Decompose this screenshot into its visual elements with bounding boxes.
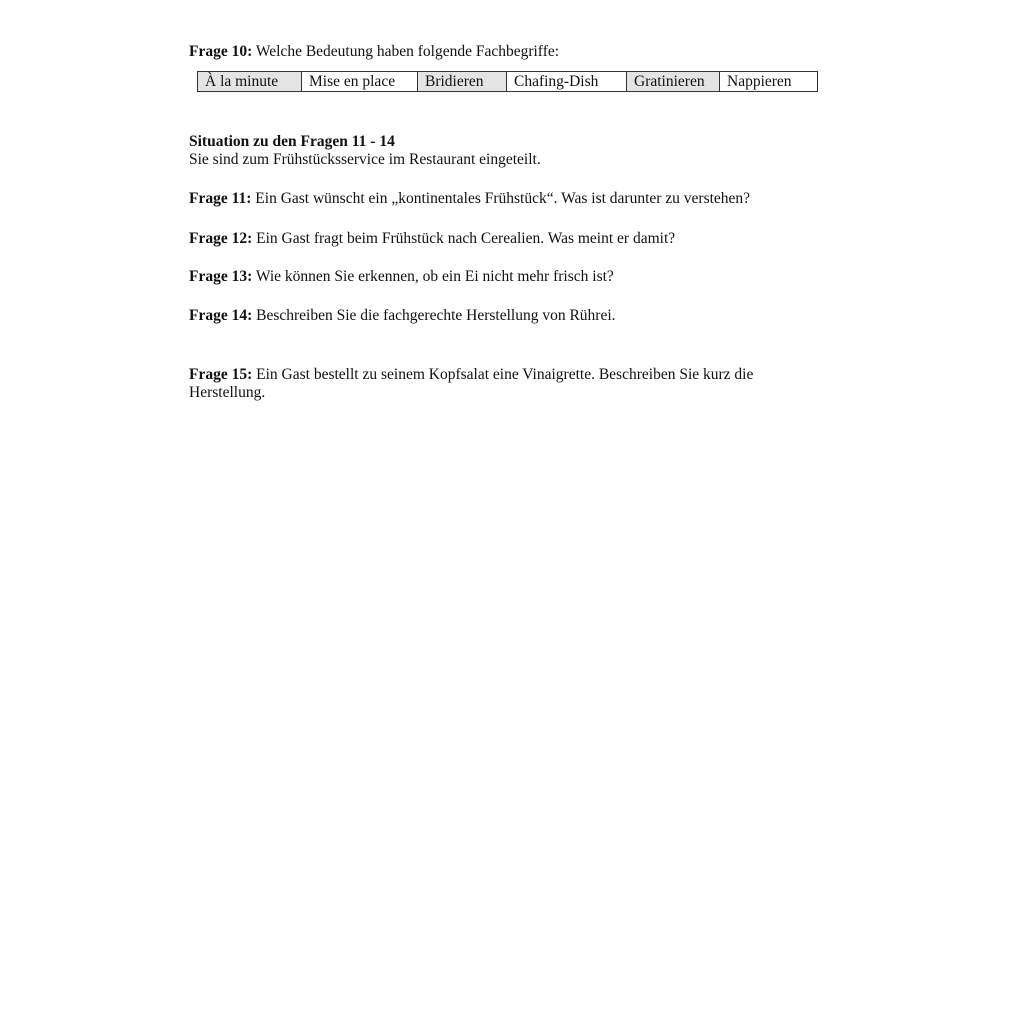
situation-block xyxy=(189,133,829,169)
term-cell: Nappieren xyxy=(720,72,818,92)
situation-text: Sie sind zum Frühstücksservice im Restaurant eingeteilt. xyxy=(189,151,541,168)
term-cell: À la minute xyxy=(198,72,302,92)
question-10-label: Frage 10: xyxy=(189,43,253,60)
question-12 xyxy=(189,230,829,248)
question-15-label: Frage 15: xyxy=(189,366,253,383)
question-13-label: Frage 13: xyxy=(189,268,253,285)
question-10-text: Welche Bedeutung haben folgende Fachbegriffe: xyxy=(252,43,560,60)
question-11-text: Ein Gast wünscht ein „kontinentales Frühstück“. Was ist darunter zu verstehen? xyxy=(251,190,751,207)
question-11 xyxy=(189,190,829,208)
term-cell: Bridieren xyxy=(418,72,507,92)
question-13 xyxy=(189,268,829,286)
question-14-label: Frage 14: xyxy=(189,307,253,324)
question-15 xyxy=(189,366,814,402)
terms-table xyxy=(197,71,818,92)
question-10 xyxy=(189,43,829,61)
question-11-label: Frage 11: xyxy=(189,190,252,207)
question-14-text: Beschreiben Sie die fachgerechte Herstellung von Rührei. xyxy=(252,307,616,324)
question-12-label: Frage 12: xyxy=(189,230,253,247)
term-cell: Gratinieren xyxy=(627,72,720,92)
question-13-text: Wie können Sie erkennen, ob ein Ei nicht mehr frisch ist? xyxy=(252,268,614,285)
term-cell: Mise en place xyxy=(302,72,418,92)
question-15-text: Ein Gast bestellt zu seinem Kopfsalat eine Vinaigrette. Beschreiben Sie kurz die Herstellung. xyxy=(189,366,754,401)
situation-heading: Situation zu den Fragen 11 - 14 xyxy=(189,133,395,150)
terms-row xyxy=(198,72,818,92)
term-cell: Chafing-Dish xyxy=(507,72,627,92)
question-14 xyxy=(189,307,829,325)
question-12-text: Ein Gast fragt beim Frühstück nach Cerealien. Was meint er damit? xyxy=(252,230,676,247)
